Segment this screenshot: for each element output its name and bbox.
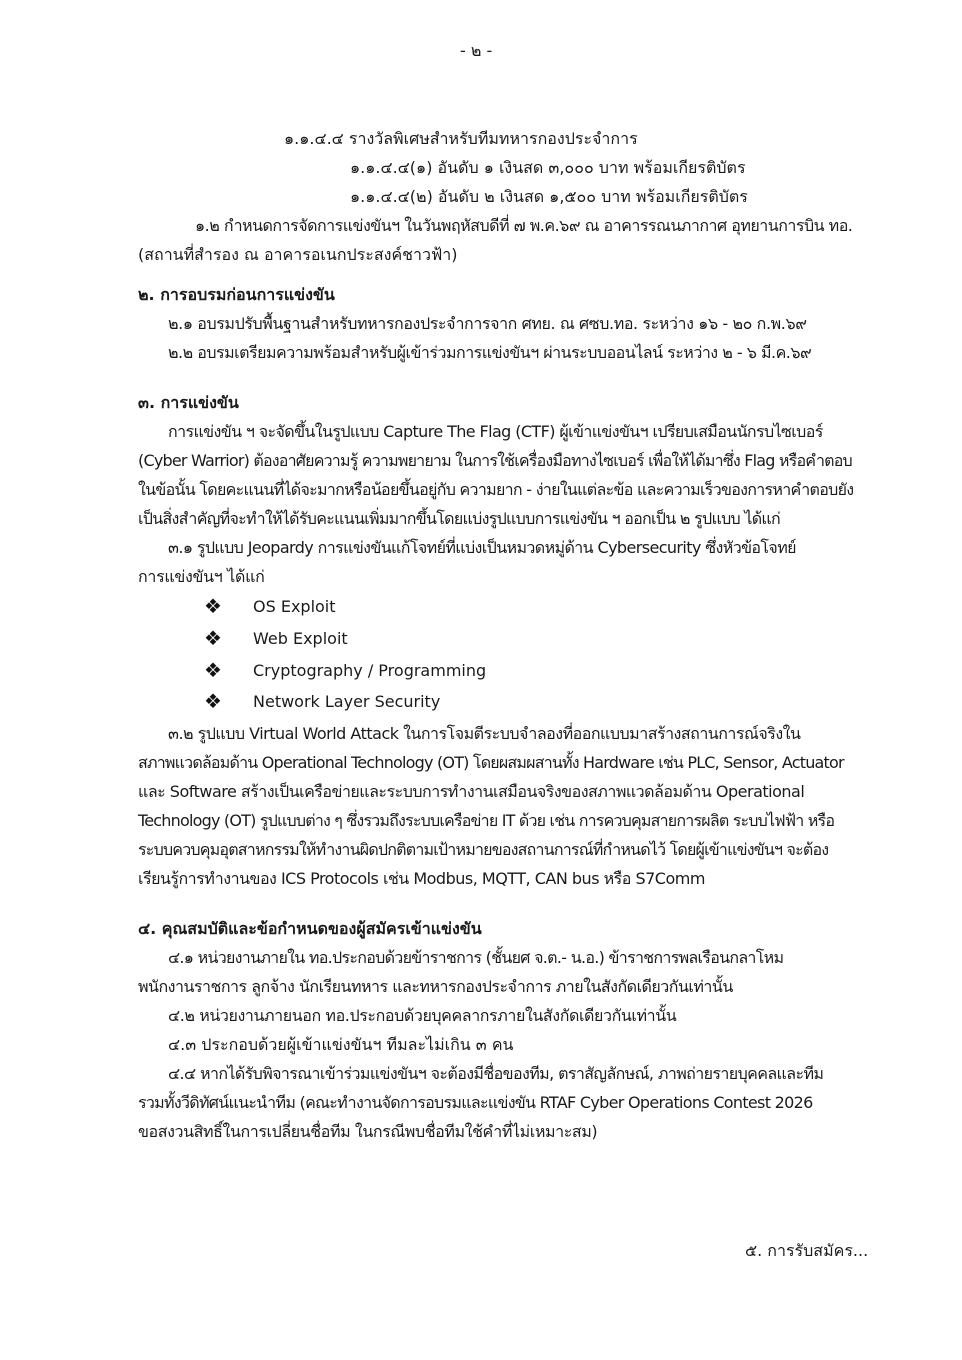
para-3-line: เป็นสิ่งสำคัญที่จะทำให้ได้รับคะแนนเพิ่มมากขึ้นโดยแบ่งรูปแบบการแข่งขัน ฯ ออกเป็น ๒ รูปแบบ ได้แก่ [138,509,781,528]
item-3-2-cont: Technology (OT) รูปแบบต่าง ๆ ซึ่งรวมถึงระบบเครือข่าย IT ด้วย เช่น การควบคุมสายการผลิต ระบบไฟฟ้า หรือ [138,811,835,830]
item-3-2: ๓.๒ รูปแบบ Virtual World Attack ในการโจมตีระบบจำลองที่ออกแบบมาสร้างสถานการณ์จริงใน [168,724,801,743]
item-1-1-4-4-2: ๑.๑.๔.๔(๒) อันดับ ๒ เงินสด ๑,๕๐๐ บาท พร้อมเกียรติบัตร [350,187,748,206]
diamond-bullet-icon: ❖ [204,594,222,618]
item-4-2: ๔.๒ หน่วยงานภายนอก ทอ.ประกอบด้วยบุคคลากรภายในสังกัดเดียวกันเท่านั้น [168,1006,677,1025]
next-page-marker: ๕. การรับสมัคร... [745,1241,869,1260]
bullet-item: Network Layer Security [253,692,441,711]
item-3-1: ๓.๑ รูปแบบ Jeopardy การแข่งขันแก้โจทย์ที่แบ่งเป็นหมวดหมู่ด้าน Cybersecurity ซึ่งหัวข้อโจทย์ [168,538,796,557]
item-3-1-cont: การแข่งขันฯ ได้แก่ [138,567,265,586]
heading-section-4: ๔. คุณสมบัติและข้อกำหนดของผู้สมัครเข้าแข่งขัน [138,919,482,938]
item-3-2-cont: ระบบควบคุมอุตสาหกรรมให้ทำงานผิดปกติตามเป้าหมายของสถานการณ์ที่กำหนดไว้ โดยผู้เข้าแข่งขันฯ จะต้อง [138,840,829,859]
item-4-4-cont: รวมทั้งวีดิทัศน์แนะนำทีม (คณะทำงานจัดการอบรมและแข่งขัน RTAF Cyber Operations Contest 2026 [138,1093,813,1112]
item-3-2-cont: เรียนรู้การทำงานของ ICS Protocols เช่น Modbus, MQTT, CAN bus หรือ S7Comm [138,869,705,888]
diamond-bullet-icon: ❖ [204,658,222,682]
item-1-1-4-4-1: ๑.๑.๔.๔(๑) อันดับ ๑ เงินสด ๓,๐๐๐ บาท พร้อมเกียรติบัตร [350,158,746,177]
bullet-item: OS Exploit [253,597,336,616]
item-1-1-4-4: ๑.๑.๔.๔ รางวัลพิเศษสำหรับทีมทหารกองประจำการ [284,129,638,148]
bullet-item: Web Exploit [253,629,348,648]
diamond-bullet-icon: ❖ [204,626,222,650]
para-3-line: ในข้อนั้น โดยคะแนนที่ได้จะมากหรือน้อยขึ้นอยู่กับ ความยาก - ง่ายในแต่ละข้อ และความเร็วของการหาคำตอบยัง [138,480,854,499]
item-4-3: ๔.๓ ประกอบด้วยผู้เข้าแข่งขันฯ ทีมละไม่เกิน ๓ คน [168,1035,514,1054]
heading-section-3: ๓. การแข่งขัน [138,393,239,412]
item-4-1-cont: พนักงานราชการ ลูกจ้าง นักเรียนทหาร และทหารกองประจำการ ภายในสังกัดเดียวกันเท่านั้น [138,977,733,996]
para-3-line: การแข่งขัน ฯ จะจัดขึ้นในรูปแบบ Capture The Flag (CTF) ผู้เข้าแข่งขันฯ เปรียบเสมือนนักรบไซเบอร์ [168,422,823,441]
diamond-bullet-icon: ❖ [204,689,222,713]
item-4-4: ๔.๔ หากได้รับพิจารณาเข้าร่วมแข่งขันฯ จะต้องมีชื่อของทีม, ตราสัญลักษณ์, ภาพถ่ายรายบุคคลและทีม [168,1064,824,1083]
item-4-4-cont: ขอสงวนสิทธิ์ในการเปลี่ยนชื่อทีม ในกรณีพบชื่อทีมใช้คำที่ไม่เหมาะสม) [138,1122,598,1141]
bullet-item: Cryptography / Programming [253,661,487,680]
item-1-2-cont: (สถานที่สำรอง ณ อาคารอเนกประสงค์ชาวฟ้า) [138,245,458,264]
item-4-1: ๔.๑ หน่วยงานภายใน ทอ.ประกอบด้วยข้าราชการ (ชั้นยศ จ.ต.- น.อ.) ข้าราชการพลเรือนกลาโหม [168,948,784,967]
item-3-2-cont: สภาพแวดล้อมด้าน Operational Technology (OT) โดยผสมผสานทั้ง Hardware เช่น PLC, Sensor, Actuator [138,753,844,772]
item-2-1: ๒.๑ อบรมปรับพื้นฐานสำหรับทหารกองประจำการจาก ศทย. ณ ศซบ.ทอ. ระหว่าง ๑๖ - ๒๐ ก.พ.๖๙ [168,314,807,333]
heading-section-2: ๒. การอบรมก่อนการแข่งขัน [138,285,335,304]
item-3-2-cont: และ Software สร้างเป็นเครือข่ายและระบบการทำงานเสมือนจริงของสภาพแวดล้อมด้าน Operational [138,782,805,801]
item-1-2: ๑.๒ กำหนดการจัดการแข่งขันฯ ในวันพฤหัสบดีที่ ๗ พ.ค.๖๙ ณ อาคารรณนภากาศ อุทยานการบิน ทอ. [195,216,853,235]
para-3-line: (Cyber Warrior) ต้องอาศัยความรู้ ความพยายาม ในการใช้เครื่องมือทางไซเบอร์ เพื่อให้ได้มาซึ่ง Flag หรือคำตอบ [138,451,852,470]
page-number: - ๒ - [460,41,493,60]
item-2-2: ๒.๒ อบรมเตรียมความพร้อมสำหรับผู้เข้าร่วมการแข่งขันฯ ผ่านระบบออนไลน์ ระหว่าง ๒ - ๖ มี.ค.๖๙ [168,343,812,362]
